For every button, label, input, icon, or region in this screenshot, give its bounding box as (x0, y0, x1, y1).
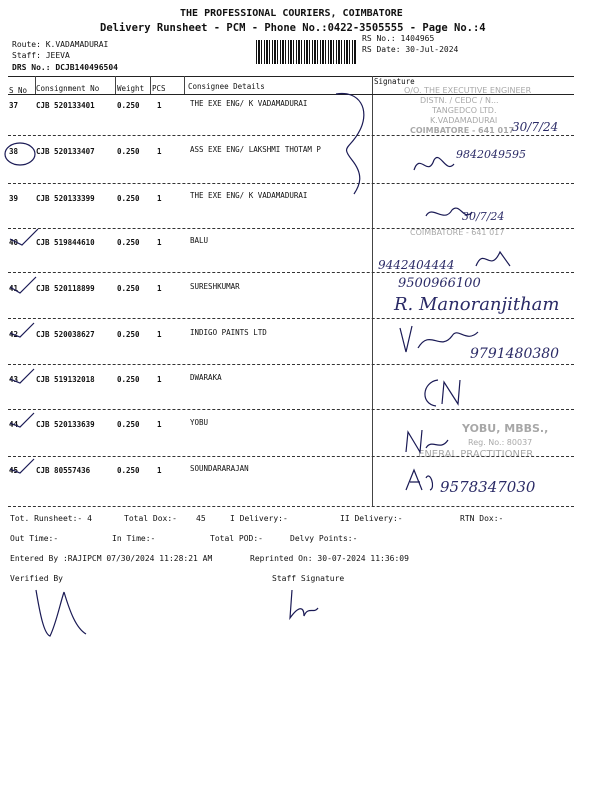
footer-entered-by: Entered By :RAJIPCM 07/30/2024 11:28:21 AM (10, 554, 213, 563)
stamp-doctor-reg: Reg. No.: 80037 (468, 438, 533, 447)
staff-value: JEEVA (45, 51, 70, 60)
row-consignee: SOUNDARARAJAN (190, 464, 249, 473)
stamp-ee-line3: TANGEDCO LTD. (432, 106, 497, 115)
header-divider (184, 76, 185, 94)
row-pcs: 1 (157, 375, 162, 384)
handwritten-phone: 9842049595 (456, 148, 526, 161)
signature-scribble (400, 422, 460, 462)
drs-value: DCJB140496504 (55, 63, 118, 72)
row-sno: 44 (9, 420, 19, 429)
row-sno: 42 (9, 330, 19, 339)
staff-signature-scribble (282, 584, 332, 624)
row-pcs: 1 (157, 194, 162, 203)
row-consignee: INDIGO PAINTS LTD (190, 328, 267, 337)
stamp-ee-line1: O/O. THE EXECUTIVE ENGINEER (404, 86, 532, 95)
row-weight: 0.250 (117, 420, 140, 429)
row-consignment: CJB 520118899 (36, 284, 95, 293)
footer-delvy-points: Delvy Points:- (290, 534, 358, 543)
row-consignee: DWARAKA (190, 373, 222, 382)
handwritten-name: R. Manoranjitham (394, 294, 560, 315)
row-sno: 40 (9, 238, 19, 247)
header-divider (115, 76, 116, 94)
drs-line (12, 63, 118, 72)
row-pcs: 1 (157, 466, 162, 475)
row-consignee: THE EXE ENG/ K VADAMADURAI (190, 191, 308, 200)
row-consignee: BALU (190, 236, 209, 245)
signature-scribble (396, 318, 486, 358)
row-pcs: 1 (157, 238, 162, 247)
footer-rtn-dox: RTN Dox:- (460, 514, 504, 523)
col-weight: Weight (117, 84, 145, 93)
row-weight: 0.250 (117, 330, 140, 339)
stamp-ee-line5: COIMBATORE - 641 017 (410, 126, 515, 135)
header-divider (150, 76, 151, 94)
rs-date-value: 30-Jul-2024 (405, 45, 459, 54)
signature-scribble (400, 466, 440, 496)
col-consignment: Consignment No (36, 84, 100, 93)
stamp-doctor-name: YOBU, MBBS., (462, 422, 549, 435)
circle-mark (2, 140, 42, 170)
staff-line (12, 51, 70, 60)
row-consignment: CJB 80557436 (36, 466, 91, 475)
row-divider (8, 364, 574, 365)
row-pcs: 1 (157, 330, 162, 339)
row-pcs: 1 (157, 147, 162, 156)
rs-no-line (362, 34, 434, 43)
row-consignment: CJB 519132018 (36, 375, 95, 384)
row-sno: 37 (9, 101, 19, 110)
footer-total-pod: Total POD:- (210, 534, 263, 543)
stamp-ee-line2: DISTN. / CEDC / N... (420, 96, 499, 105)
row-consignment: CJB 520133639 (36, 420, 95, 429)
verifier-signature (20, 584, 100, 644)
row-weight: 0.250 (117, 466, 140, 475)
table-top-rule (8, 76, 574, 77)
footer-reprinted-on: Reprinted On: 30-07-2024 11:36:09 (250, 554, 409, 563)
col-consignee: Consignee Details (188, 82, 265, 91)
footer-total-dox-value: 45 (196, 514, 206, 523)
footer-in-time: In Time:- (112, 534, 156, 543)
row-consignment: CJB 520038627 (36, 330, 95, 339)
signature-scribble (470, 246, 530, 276)
footer-tot-runsheet: Tot. Runsheet:- 4 (10, 514, 92, 523)
row-sno: 45 (9, 466, 19, 475)
stamp-ee-line4: K.VADAMADURAI (430, 116, 498, 125)
staff-label: Staff: (12, 51, 41, 60)
row-consignment: CJB 519844610 (36, 238, 95, 247)
footer-total-dox-label: Total Dox:- (124, 514, 177, 523)
header-divider (35, 76, 36, 94)
signature-scribble (418, 374, 468, 414)
handwritten-date: 30/7/24 (462, 210, 505, 223)
barcode (256, 40, 356, 64)
row-weight: 0.250 (117, 238, 140, 247)
row-sno: 38 (9, 147, 19, 156)
drs-label: DRS No.: (12, 63, 51, 72)
row-consignee: THE EXE ENG/ K VADAMADURAI (190, 99, 308, 108)
row-divider (8, 135, 574, 136)
rs-date-line (362, 45, 458, 54)
col-sno: S No (9, 86, 28, 95)
footer-ii-delivery: II Delivery:- (340, 514, 403, 523)
handwritten-phone: 9791480380 (470, 346, 560, 362)
route-value: K.VADAMADURAI (45, 40, 109, 49)
footer-staff-signature: Staff Signature (272, 574, 345, 583)
route-label: Route: (12, 40, 41, 49)
row-sno: 39 (9, 194, 19, 203)
footer-verified-by: Verified By (10, 574, 63, 583)
row-weight: 0.250 (117, 284, 140, 293)
row-pcs: 1 (157, 101, 162, 110)
row-weight: 0.250 (117, 194, 140, 203)
row-pcs: 1 (157, 420, 162, 429)
row-consignee: SURESHKUMAR (190, 282, 240, 291)
row-consignment: CJB 520133399 (36, 194, 95, 203)
col-signature: Signature (374, 77, 415, 86)
row-divider (8, 409, 574, 410)
row-weight: 0.250 (117, 375, 140, 384)
rs-no-value: 1404965 (400, 34, 435, 43)
rs-date-label: RS Date: (362, 45, 401, 54)
rs-no-label: RS No.: (362, 34, 396, 43)
row-divider (8, 318, 574, 319)
row-pcs: 1 (157, 284, 162, 293)
row-consignment: CJB 520133407 (36, 147, 95, 156)
signature-scribble (420, 200, 480, 230)
stamp-ee-line6: COIMBATORE - 641 017 (410, 228, 505, 237)
row-consignee: ASS EXE ENG/ LAKSHMI THOTAM P (190, 145, 321, 154)
handwritten-phone: 9442404444 (378, 258, 455, 272)
row-sno: 43 (9, 375, 19, 384)
company-title: THE PROFESSIONAL COURIERS, COIMBATORE (180, 8, 403, 19)
row-weight: 0.250 (117, 147, 140, 156)
footer-i-delivery: I Delivery:- (230, 514, 288, 523)
signature-scribble (410, 150, 470, 180)
handwritten-phone: 9500966100 (398, 276, 481, 291)
stamp-doctor-title: ENERAL PRACTITIONER (418, 449, 534, 460)
signature-scribble (330, 90, 380, 200)
row-divider (8, 506, 574, 507)
row-consignee: YOBU (190, 418, 209, 427)
row-weight: 0.250 (117, 101, 140, 110)
row-divider (8, 183, 574, 184)
row-sno: 41 (9, 284, 19, 293)
route-line (12, 40, 108, 49)
handwritten-phone: 9578347030 (440, 478, 536, 496)
row-consignment: CJB 520133401 (36, 101, 95, 110)
handwritten-date: 30/7/24 (512, 120, 559, 134)
tick-marks (0, 225, 60, 485)
footer-out-time: Out Time:- (10, 534, 59, 543)
runsheet-subtitle: Delivery Runsheet - PCM - Phone No.:0422-3505555 - Page No.:4 (100, 22, 486, 34)
col-pcs: PCS (152, 84, 166, 93)
